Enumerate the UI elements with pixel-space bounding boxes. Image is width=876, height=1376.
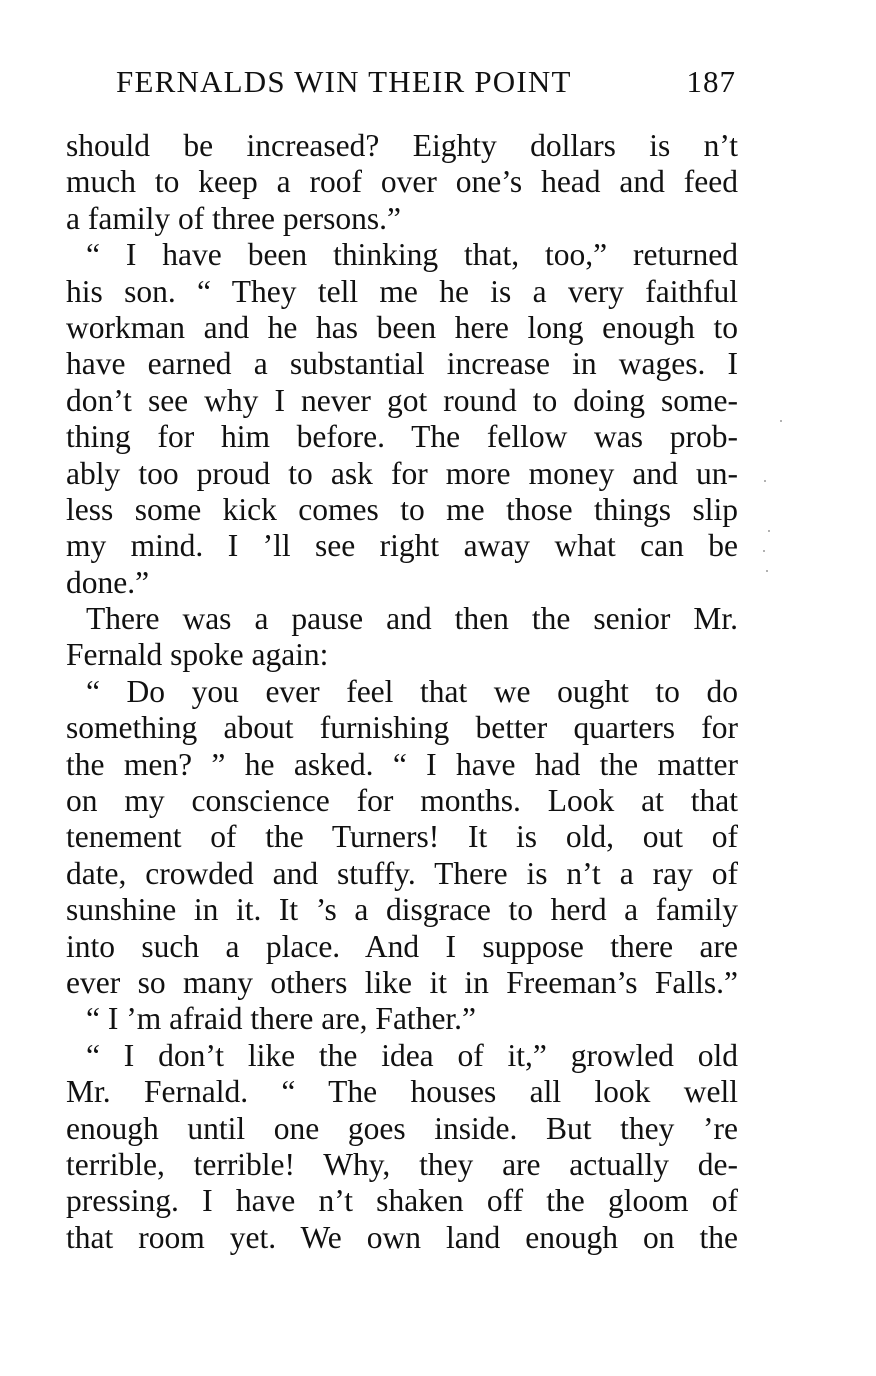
text-line: into such a place. And I suppose there are [66,928,738,964]
text-line: thing for him before. The fellow was prob- [66,419,738,455]
scan-specks [760,420,790,620]
scan-speck [768,530,770,532]
running-head [116,60,736,104]
text-line: my mind. I ’ll see right away what can be [66,528,738,564]
text-line: pressing. I have n’t shaken off the gloom of [66,1183,738,1219]
text-line: “ I don’t like the idea of it,” growled old [86,1037,738,1073]
text-line: should be increased? Eighty dollars is n’t [66,128,738,163]
text-line: Mr. Fernald. “ The houses all look well [66,1074,738,1110]
text-line: “ I have been thinking that, too,” returned [86,237,738,273]
text-line: something about furnishing better quarters for [66,710,738,746]
scan-speck [764,480,766,482]
body-text [66,128,738,1256]
text-line: done.” [66,564,150,600]
text-line: workman and he has been here long enough to [66,309,738,345]
text-line: on my conscience for months. Look at that [66,783,738,819]
text-line: the men? ” he asked. “ I have had the matter [66,746,738,782]
text-line: much to keep a roof over one’s head and feed [66,164,738,200]
scan-speck [766,570,768,572]
text-line: enough until one goes inside. But they ’re [66,1110,738,1146]
text-line: a family of three persons.” [66,200,401,236]
text-line: don’t see why I never got round to doing some- [66,382,738,418]
text-line: less some kick comes to me those things slip [66,491,738,527]
text-line: his son. “ They tell me he is a very faithful [66,273,738,309]
text-line: terrible, terrible! Why, they are actually de- [66,1146,738,1182]
scan-speck [763,550,765,552]
text-line: date, crowded and stuffy. There is n’t a ray of [66,855,738,891]
page-number: 187 [686,64,736,99]
text-line: that room yet. We own land enough on the [66,1219,738,1255]
text-line: Fernald spoke again: [66,637,329,673]
text-line: sunshine in it. It ’s a disgrace to herd a family [66,892,738,928]
text-line: have earned a substantial increase in wages. I [66,346,738,382]
text-line: “ I ’m afraid there are, Father.” [86,1001,477,1037]
running-title: FERNALDS WIN THEIR POINT [116,64,572,99]
text-line: ever so many others like it in Freeman’s Falls.” [66,964,738,1000]
text-line: There was a pause and then the senior Mr. [86,601,738,637]
text-line: ably too proud to ask for more money and un- [66,455,738,491]
text-line: tenement of the Turners! It is old, out of [66,819,738,855]
text-line: “ Do you ever feel that we ought to do [86,673,738,709]
scan-speck [780,420,782,422]
